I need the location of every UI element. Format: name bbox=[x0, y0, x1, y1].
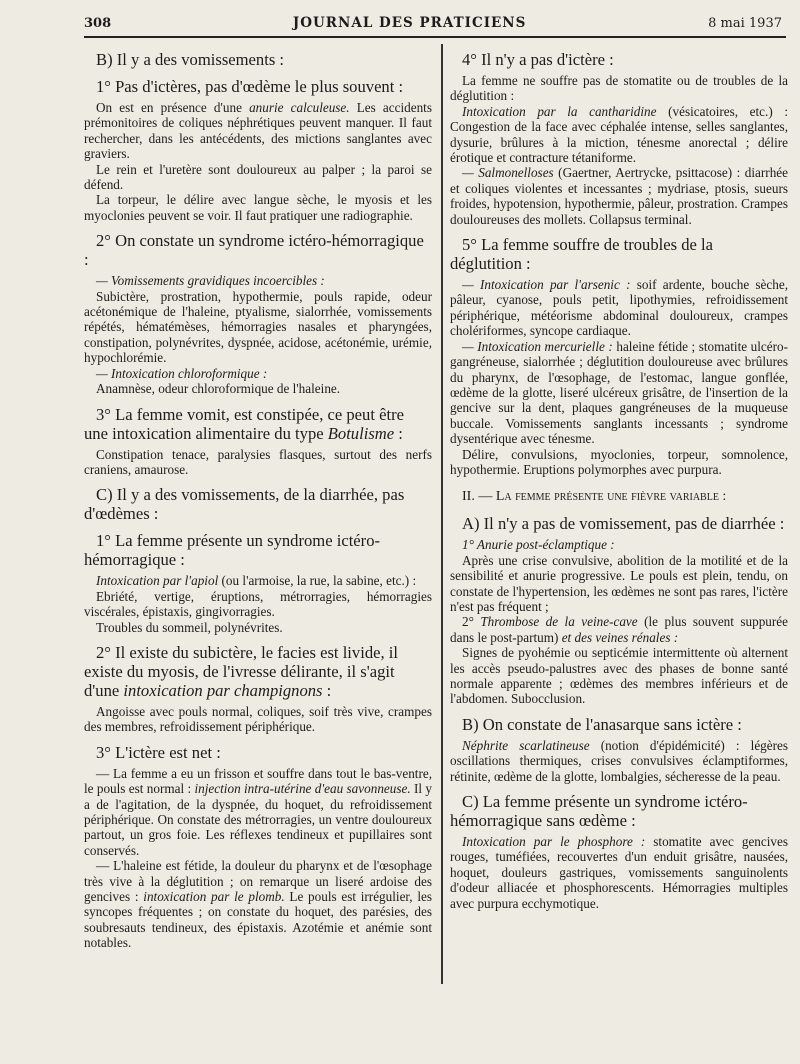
running-header bbox=[84, 12, 782, 34]
paragraph: Ebriété, vertige, éruptions, métrorragies, hémorragies viscérales, épistaxis, gingivorragies. bbox=[84, 588, 432, 620]
paragraph: Constipation tenace, paralysies flasques, surtout des nerfs craniens, amaurose. bbox=[84, 446, 432, 477]
left-column bbox=[84, 48, 432, 951]
paragraph: Subictère, prostration, hypothermie, pouls rapide, odeur acétonémique de l'haleine, ptyalisme, sialorrhée, vomissements répétés, hématémèses, hémorragies nasales et pharyngées, constipation, polynévrites, dyspnée, acidose, acétonémie, urémie, hypochlorémie. bbox=[84, 288, 432, 366]
subsection-heading: 5° La femme souffre de troubles de la déglutition : bbox=[450, 235, 713, 274]
paragraph-label: 1° Anurie post-éclamptique : bbox=[462, 537, 615, 553]
paragraph-label: — Vomissements gravidiques incoercibles : bbox=[96, 273, 325, 289]
paragraph: — Intoxication mercurielle : haleine fétide ; stomatite ulcéro-gangréneuse, sialorrhée ; déglutition douloureuse avec brûlures du pharynx, de l'œsophage, de l'estomac, langue gonflée, œdème de la glotte, liseré ulcéreux grisâtre, de l'insertion de la gencive sur la dent, plaques gangréneuses de la muqueuse buccale. Vomissements sanglants incessants ; syndrome dysentérique avec ténesme. bbox=[450, 338, 788, 447]
paragraph-label: 2° Thrombose de la veine-cave (le plus souvent suppurée dans le post-partum) et des veines rénales : bbox=[450, 614, 788, 645]
paragraph: — L'haleine est fétide, la douleur du pharynx et de l'œsophage très vive à la déglutition ; on remarque un liseré ardoise des gencives : intoxication par le plomb. Le pouls est irrégulier, les syncopes fréquentes ; on constate du hoquet, des parésies, des soubresauts tendineux, des épistaxis. Azotémie et anémie sont notables. bbox=[84, 858, 432, 951]
section-heading: A) Il n'y a pas de vomissement, pas de diarrhée : bbox=[462, 514, 785, 534]
journal-title: JOURNAL DES PRATICIENS bbox=[292, 15, 527, 31]
subsection-heading: 2° Il existe du subictère, le facies est livide, il existe du myosis, de l'ivresse délirante, il s'agit d'une intoxication par champignons : bbox=[84, 642, 399, 700]
paragraph: Troubles du sommeil, polynévrites. bbox=[96, 619, 283, 635]
header-rule bbox=[84, 36, 786, 38]
subsection-heading: 1° La femme présente un syndrome ictéro-hémorragique : bbox=[84, 531, 381, 570]
paragraph: La femme ne souffre pas de stomatite ou de troubles de la déglutition : bbox=[450, 73, 788, 104]
paragraph: Angoisse avec pouls normal, coliques, soif très vive, crampes des membres, refroidissement périphérique. bbox=[84, 703, 432, 735]
subsection-heading: 1° Pas d'ictères, pas d'œdème le plus souvent : bbox=[96, 77, 404, 96]
part-heading: II. — La femme présente une fièvre variable : bbox=[462, 489, 727, 505]
column-divider bbox=[441, 44, 443, 984]
subsection-heading: 3° La femme vomit, est constipée, ce peut être une intoxication alimentaire du type Botulisme : bbox=[84, 404, 404, 443]
section-heading: C) Il y a des vomissements, de la diarrhée, pas d'œdèmes : bbox=[84, 485, 405, 524]
page-number: 308 bbox=[84, 15, 112, 31]
paragraph: — Intoxication par l'arsenic : soif ardente, bouche sèche, pâleur, cyanose, pouls petit, lipothymies, refroidissement périphérique, météorisme abdominal douloureux, crampes cholériformes, syncope cardiaque. bbox=[450, 277, 788, 339]
paragraph-label: — Intoxication chloroformique : bbox=[96, 365, 268, 381]
paragraph: Intoxication par le phosphore : stomatite avec gencives rouges, tuméfiées, recouvertes d'un enduit grisâtre, nausées, hoquet, douleurs gastriques, vomissements sanguinolents d'odeur alliacée et phosphorescents. Hémorragies multiples avec purpura ecchymotique. bbox=[450, 834, 788, 911]
paragraph: Délire, convulsions, myoclonies, torpeur, somnolence, hypothermie. Eruptions polymorphes avec purpura. bbox=[450, 446, 788, 477]
subsection-heading: 3° L'ictère est net : bbox=[96, 742, 221, 762]
paragraph: Le rein et l'uretère sont douloureux au palper ; la paroi se défend. bbox=[84, 161, 432, 193]
paragraph: Intoxication par la cantharidine (vésicatoires, etc.) : Congestion de la face avec céphalée intense, selles sanglantes, dysurie, brûlures à la miction, ténesme anorectal ; délire érotique et contracture tétaniforme. bbox=[450, 103, 788, 166]
paragraph: Néphrite scarlatineuse (notion d'épidémicité) : légères oscillations thermiques, crises convulsives éclamptiformes, rétinite, œdème de la glotte, lombalgies, sécheresse de la peau. bbox=[450, 737, 788, 784]
paragraph: Intoxication par l'apiol (ou l'armoise, la rue, la sabine, etc.) : bbox=[96, 573, 417, 589]
paragraph: On est en présence d'une anurie calculeuse. Les accidents prémonitoires de coliques néphrétiques peuvent manquer. Il faut rechercher, dans les antécédents, des mictions sanglantes avec graviers. bbox=[84, 100, 432, 162]
subsection-heading: 2° On constate un syndrome ictéro-hémorragique : bbox=[84, 231, 424, 270]
paragraph: Après une crise convulsive, abolition de la motilité et de la sensibilité et anurie progressive. Le pouls est plein, tendu, on constate de l'hypertension, les œdèmes ne sont pas rares, l'ictère n'est pas fréquent ; bbox=[450, 552, 788, 614]
issue-date: 8 mai 1937 bbox=[708, 15, 782, 31]
section-heading: B) Il y a des vomissements : bbox=[96, 50, 285, 69]
paragraph: Signes de pyohémie ou septicémie intermittente où alternent les accès pseudo-palustres avec des phases de bonne santé normale apparente ; œdèmes des membres inférieurs et de l'abdomen. Subocclusion. bbox=[450, 645, 788, 707]
subsection-heading: 4° Il n'y a pas d'ictère : bbox=[462, 50, 614, 69]
paragraph: Anamnèse, odeur chloroformique de l'haleine. bbox=[96, 381, 341, 397]
section-heading: C) La femme présente un syndrome ictéro-hémorragique sans œdème : bbox=[450, 792, 748, 831]
paragraph: — La femme a eu un frisson et souffre dans tout le bas-ventre, le pouls est normal : injection intra-utérine d'eau savonneuse. Il y a de l'agitation, de la dyspnée, du hoquet, du refroidissement périphérique. On constate des métrorragies, un ventre douloureux partout, un gros foie. Les réflexes tendineux et pupillaires sont conservés. bbox=[84, 765, 432, 858]
right-column bbox=[450, 48, 788, 911]
paragraph: — Salmonelloses (Gaertner, Aertrycke, psittacose) : diarrhée et coliques violentes et incessantes ; mydriase, ptosis, sueurs froides, hypotension, hypothermie, pâleur, prostration. Crampes douloureuses des mollets. Collapsus terminal. bbox=[450, 165, 788, 227]
section-heading: B) On constate de l'anasarque sans ictère : bbox=[462, 714, 742, 734]
paragraph: La torpeur, le délire avec langue sèche, le myosis et les myoclonies peuvent se voir. Il faut pratiquer une radiographie. bbox=[84, 192, 432, 223]
